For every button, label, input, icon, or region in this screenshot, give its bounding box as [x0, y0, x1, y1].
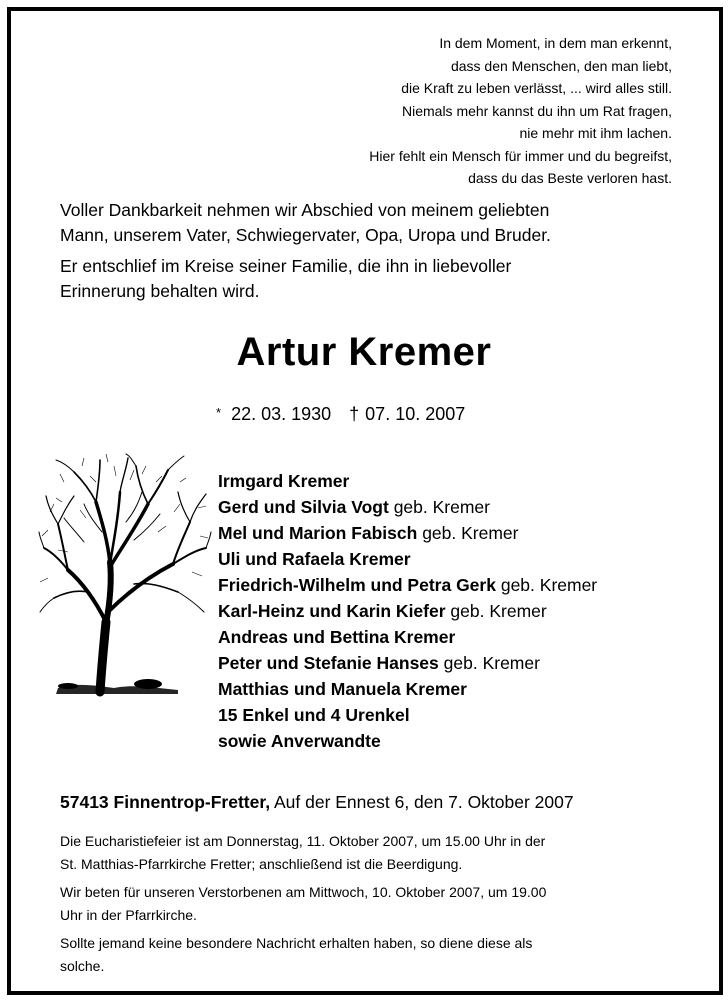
- birth-date: 22. 03. 1930: [231, 404, 332, 424]
- deceased-name: Artur Kremer: [236, 330, 492, 374]
- note-line: Sollte jemand keine besondere Nachricht erhalten haben, so diene diese als: [60, 935, 533, 951]
- family-entry: Uli und Rafaela Kremer: [218, 549, 411, 569]
- family-entry: 15 Enkel und 4 Urenkel: [218, 705, 410, 725]
- intro-line: Voller Dankbarkeit nehmen wir Abschied von meinem geliebten: [60, 200, 550, 220]
- family-entry: Andreas und Bettina Kremer: [218, 627, 456, 647]
- bare-tree-illustration: [38, 452, 212, 702]
- family-entry: Matthias und Manuela Kremer: [218, 679, 467, 699]
- poem-line: Hier fehlt ein Mensch für immer und du begreifst,: [369, 147, 672, 164]
- note-line: solche.: [60, 957, 105, 974]
- family-list: [218, 468, 597, 754]
- poem: [252, 32, 672, 190]
- note-paragraph: [60, 830, 680, 875]
- poem-line: In dem Moment, in dem man erkennt,: [439, 35, 672, 51]
- death-date: 07. 10. 2007: [365, 404, 466, 424]
- intro-paragraph: [60, 254, 700, 304]
- intro-line: Er entschlief im Kreise seiner Familie, die ihn in liebevoller: [60, 256, 512, 276]
- poem-line: dass den Menschen, den man liebt,: [450, 57, 672, 74]
- note-line: Uhr in der Pfarrkirche.: [60, 906, 197, 923]
- service-notes: [60, 830, 680, 983]
- address-line: [60, 792, 574, 813]
- poem-line: dass du das Beste verloren hast.: [468, 170, 672, 186]
- intro-line: Mann, unserem Vater, Schwiegervater, Opa, Uropa und Bruder.: [60, 225, 551, 245]
- family-entry: Mel und Marion Fabisch geb. Kremer: [218, 523, 519, 543]
- family-entry: Karl-Heinz und Karin Kiefer geb. Kremer: [218, 601, 547, 621]
- poem-line: nie mehr mit ihm lachen.: [519, 125, 672, 141]
- intro-text: [60, 198, 700, 310]
- life-dates: [216, 404, 465, 425]
- intro-line: Erinnerung behalten wird.: [60, 281, 260, 301]
- note-paragraph: [60, 932, 680, 977]
- family-entry: sowie Anverwandte: [218, 731, 381, 751]
- address-rest: Auf der Ennest 6, den 7. Oktober 2007: [273, 792, 574, 812]
- poem-line: die Kraft zu leben verlässt, ... wird alles still.: [401, 80, 672, 96]
- address-place: 57413 Finnentrop-Fretter,: [60, 792, 271, 812]
- family-entry: Gerd und Silvia Vogt geb. Kremer: [218, 497, 490, 517]
- note-line: St. Matthias-Pfarrkirche Fretter; anschließend ist die Beerdigung.: [60, 855, 463, 872]
- intro-paragraph: [60, 198, 700, 248]
- note-paragraph: [60, 881, 680, 926]
- poem-line: Niemals mehr kannst du ihn um Rat fragen,: [401, 102, 672, 119]
- note-line: Wir beten für unseren Verstorbenen am Mittwoch, 10. Oktober 2007, um 19.00: [60, 884, 547, 900]
- birth-symbol: *: [216, 405, 222, 420]
- note-line: Die Eucharistiefeier ist am Donnerstag, 11. Oktober 2007, um 15.00 Uhr in der: [60, 833, 546, 849]
- family-entry: Irmgard Kremer: [218, 471, 350, 491]
- family-entry: Peter und Stefanie Hanses geb. Kremer: [218, 653, 540, 673]
- family-entry: Friedrich-Wilhelm und Petra Gerk geb. Kremer: [218, 575, 598, 595]
- death-symbol: †: [349, 404, 360, 424]
